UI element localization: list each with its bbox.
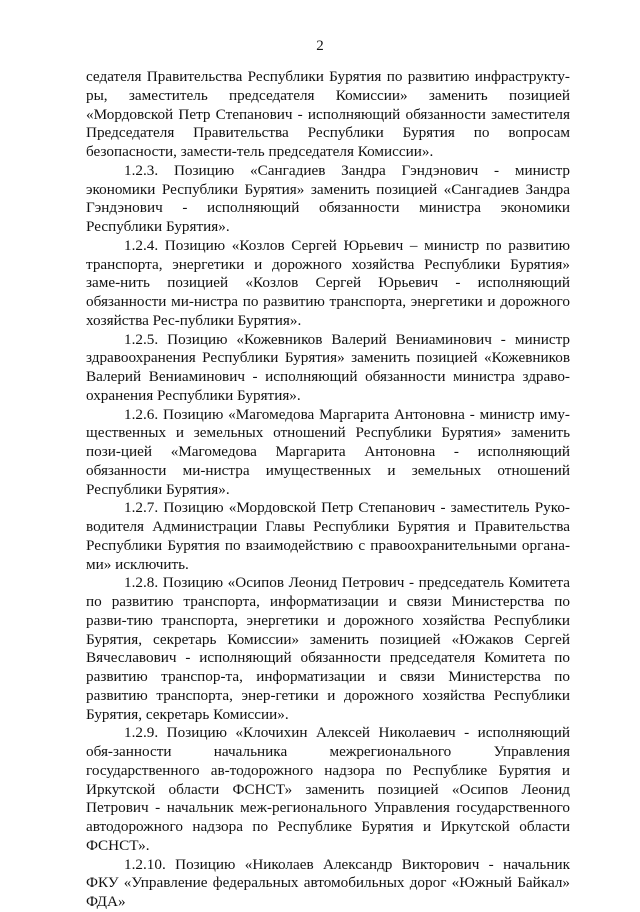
paragraph-1-2-3: 1.2.3. Позицию «Сангадиев Зандра Гэндэнович - министр экономики Республики Бурятия» заменить позицией «Сангадиев Зандра Гэндэнович - исполняющий обязанности министра экономики Республики Бурятия». [86,161,570,235]
paragraph-1-2-4: 1.2.4. Позицию «Козлов Сергей Юрьевич – министр по развитию транспорта, энергетики и дорожного хозяйства Республики Бурятия» заме-нить позицией «Козлов Сергей Юрьевич - исполняющий обязанности ми-нистра по развитию транспорта, энергетики и дорожного хозяйства Рес-публики Бурятия». [86,236,570,329]
paragraph-1-2-8: 1.2.8. Позицию «Осипов Леонид Петрович - председатель Комитета по развитию транспорта, информатизации и связи Министерства по разви-тию транспорта, энергетики и дорожного хозяйства Республики Бурятия, секретарь Комиссии» заменить позицией «Южаков Сергей Вячеславович - исполняющий обязанности председателя Комитета по развитию транспор-та, информатизации и связи Министерства по развитию транспорта, энер-гетики и дорожного хозяйства Республики Бурятия, секретарь Комиссии». [86,574,570,723]
paragraph-1-2-7: 1.2.7. Позицию «Мордовской Петр Степанович - заместитель Руко-водителя Администрации Главы Республики Бурятия и Правительства Республики Бурятия по взаимодействию с правоохранительными органа-ми» исключить. [86,499,570,573]
paragraph-1-2-6: 1.2.6. Позицию «Магомедова Маргарита Антоновна - министр иму-щественных и земельных отношений Республики Бурятия» заменить пози-цией «Магомедова Маргарита Антоновна - исполняющий обязанности ми-нистра имущественных и земельных отношений Республики Бурятия». [86,405,570,498]
page-number: 2 [316,38,324,54]
paragraph-1-2-5: 1.2.5. Позицию «Кожевников Валерий Вениаминович - министр здравоохранения Республики Бурятия» заменить позицией «Кожевников Валерий Вениаминович - исполняющий обязанности министра здраво-охранения Республики Бурятия». [86,330,570,404]
paragraph-continuation: седателя Правительства Республики Бурятия по развитию инфраструкту-ры, заместитель председателя Комиссии» заменить позицией «Мордовской Петр Степанович - исполняющий обязанности заместителя Председателя Правительства Республики Бурятия по вопросам безопасности, замести-тель председателя Комиссии». [86,68,570,160]
paragraph-1-2-10: 1.2.10. Позицию «Николаев Александр Викторович - начальник ФКУ «Управление федеральных автомобильных дорог «Южный Байкал» ФДА» [86,855,570,910]
paragraph-1-2-9: 1.2.9. Позицию «Клочихин Алексей Николаевич - исполняющий обя-занности начальника межрегионального Управления государственного ав-тодорожного надзора по Республике Бурятия и Иркутской области ФСНСТ» заменить позицией «Осипов Леонид Петрович - начальник меж-регионального Управления государственного автодорожного надзора по Республике Бурятия и Иркутской области ФСНСТ». [86,724,570,854]
document-body [86,68,570,912]
